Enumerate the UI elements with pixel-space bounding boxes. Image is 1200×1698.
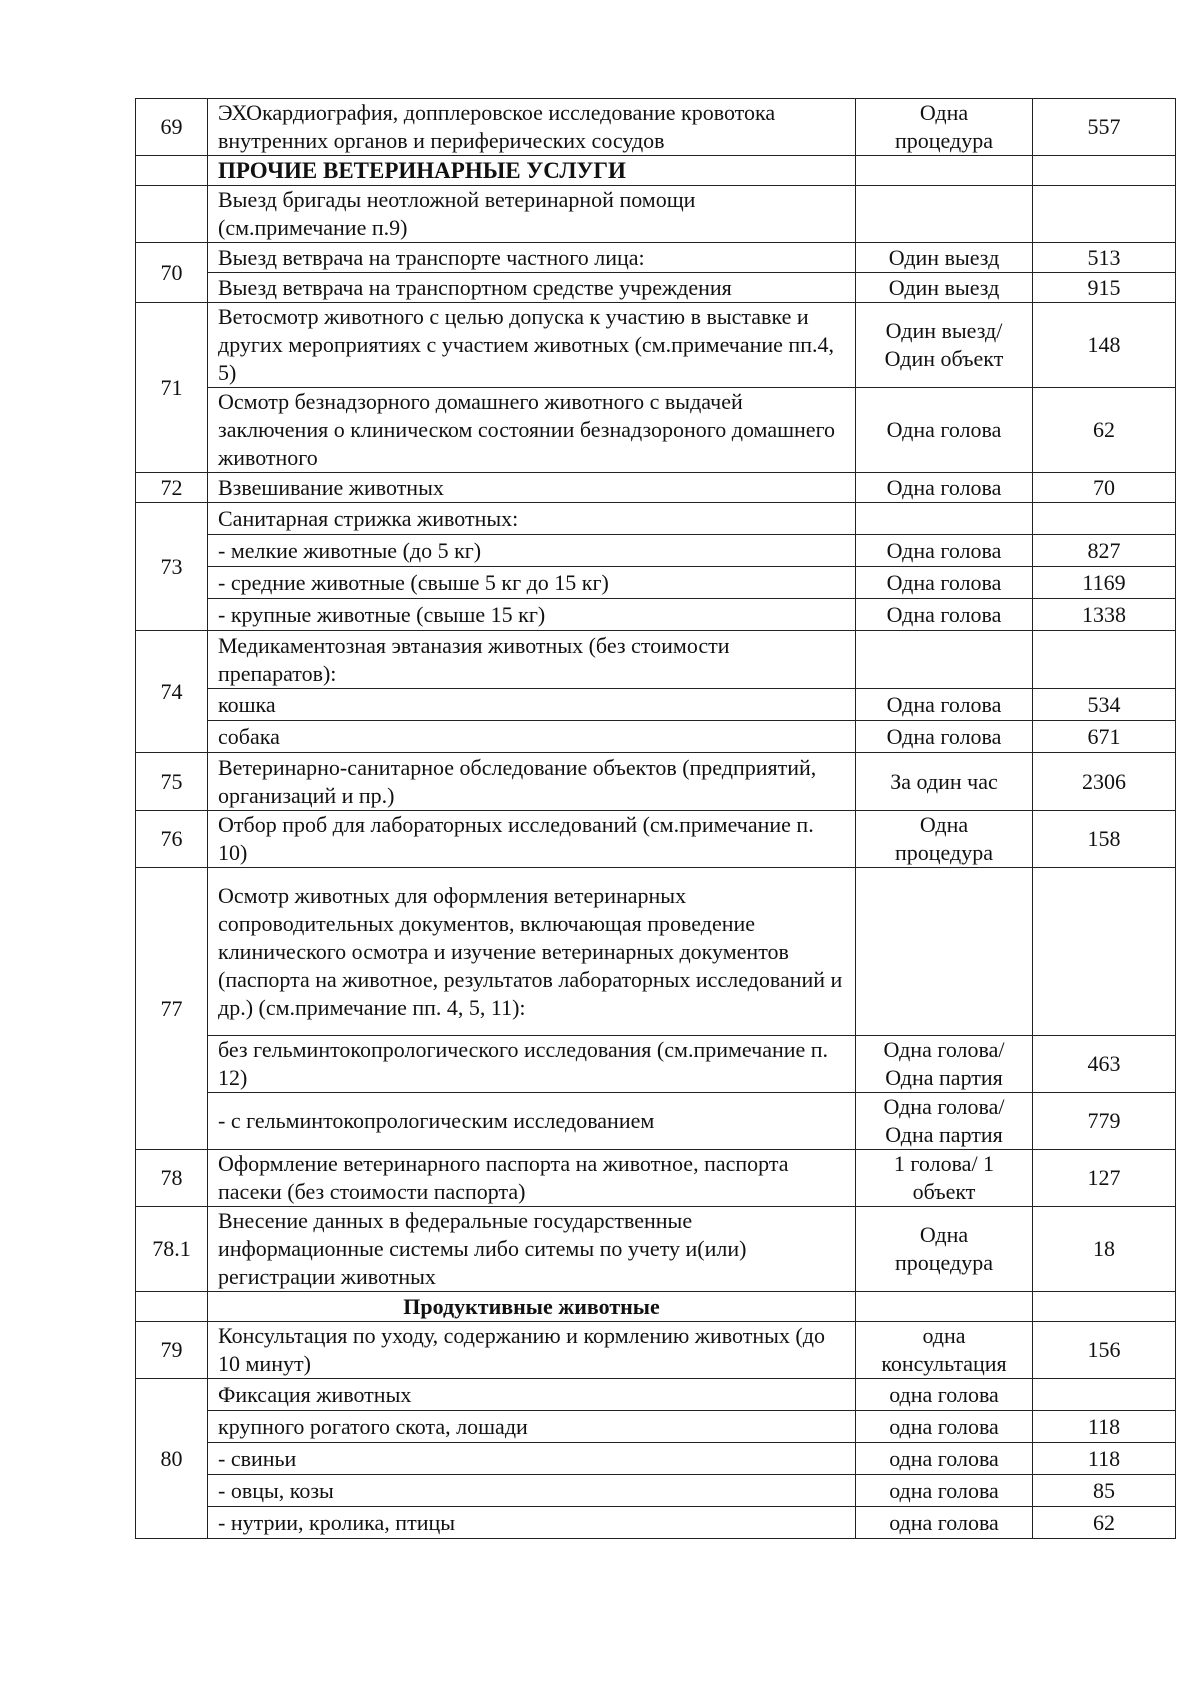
unit-of-measure (856, 1150, 1033, 1207)
service-description: - с гельминтокопрологическим исследованием (208, 1093, 856, 1150)
table-row (136, 1411, 1176, 1443)
service-description: Санитарная стрижка животных: (208, 503, 856, 535)
price: 1169 (1033, 567, 1176, 599)
table-row (136, 99, 1176, 156)
service-description: - средние животные (свыше 5 кг до 15 кг) (208, 567, 856, 599)
service-description: Ветеринарно-санитарное обследование объектов (предприятий, организаций и пр.) (208, 753, 856, 811)
unit-of-measure: Одна голова (856, 689, 1033, 721)
table-row (136, 868, 1176, 1036)
price: 513 (1033, 243, 1176, 273)
price: 827 (1033, 535, 1176, 567)
row-number: 71 (136, 303, 208, 473)
price: 534 (1033, 689, 1176, 721)
row-number: 78 (136, 1150, 208, 1207)
service-description: ЭХОкардиография, допплеровское исследование кровотока внутренних органов и периферических сосудов (208, 99, 856, 156)
service-description: Оформление ветеринарного паспорта на животное, паспорта пасеки (без стоимости паспорта) (208, 1150, 856, 1207)
unit-line: одна (922, 1323, 966, 1348)
price: 148 (1033, 303, 1176, 388)
unit-of-measure: Одна голова (856, 567, 1033, 599)
service-description: Отбор проб для лабораторных исследований (см.примечание п. 10) (208, 811, 856, 868)
table-row (136, 631, 1176, 689)
unit-of-measure: За один час (856, 753, 1033, 811)
unit-of-measure (856, 303, 1033, 388)
table-row (136, 388, 1176, 473)
service-description: - нутрии, кролика, птицы (208, 1507, 856, 1539)
price: 915 (1033, 273, 1176, 303)
price: 118 (1033, 1443, 1176, 1475)
service-description: Медикаментозная эвтаназия животных (без стоимости препаратов): (208, 631, 856, 689)
row-number: 78.1 (136, 1207, 208, 1292)
service-description: без гельминтокопрологического исследования (см.примечание п. 12) (208, 1036, 856, 1093)
unit-line: консультация (881, 1351, 1007, 1376)
unit-line: 1 голова/ 1 (893, 1151, 995, 1176)
service-description: Внесение данных в федеральные государственные информационные системы либо ситемы по учету и(или) регистрации животных (208, 1207, 856, 1292)
service-description: Выезд бригады неотложной ветеринарной помощи (см.примечание п.9) (208, 186, 856, 243)
table-row (136, 1207, 1176, 1292)
unit-line: процедура (895, 128, 993, 153)
table-row (136, 721, 1176, 753)
row-number: 79 (136, 1322, 208, 1379)
service-description: Консультация по уходу, содержанию и кормлению животных (до 10 минут) (208, 1322, 856, 1379)
unit-of-measure: Одна голова (856, 721, 1033, 753)
service-description: Осмотр животных для оформления ветеринарных сопроводительных документов, включающая проведение клинического осмотра и изучение ветеринарных документов (паспорта на животное, результатов лабораторных исследований и др.) (см.примечание пп. 4, 5, 11): (208, 868, 856, 1036)
unit-line: Одна партия (885, 1065, 1003, 1090)
service-description: Фиксация животных (208, 1379, 856, 1411)
price: 62 (1033, 388, 1176, 473)
unit-line: Одна (919, 812, 969, 837)
price-table (135, 98, 1176, 1539)
price: 85 (1033, 1475, 1176, 1507)
service-description: Взвешивание животных (208, 473, 856, 503)
service-description: Выезд ветврача на транспорте частного лица: (208, 243, 856, 273)
row-number: 72 (136, 473, 208, 503)
unit-of-measure: Одна голова (856, 535, 1033, 567)
price: 127 (1033, 1150, 1176, 1207)
unit-of-measure (856, 811, 1033, 868)
unit-of-measure (856, 99, 1033, 156)
unit-of-measure: одна голова (856, 1411, 1033, 1443)
unit-line: Один объект (884, 346, 1004, 371)
service-description: Ветосмотр животного с целью допуска к участию в выставке и других мероприятиях с участием животных (см.примечание пп.4, 5) (208, 303, 856, 388)
unit-of-measure: Одна голова (856, 599, 1033, 631)
table-row (136, 273, 1176, 303)
price: 156 (1033, 1322, 1176, 1379)
table-row (136, 1150, 1176, 1207)
table-row (136, 689, 1176, 721)
unit-of-measure: Один выезд (856, 273, 1033, 303)
service-description: - овцы, козы (208, 1475, 856, 1507)
unit-line: процедура (895, 1250, 993, 1275)
service-description: Выезд ветврача на транспортном средстве учреждения (208, 273, 856, 303)
unit-of-measure (856, 1207, 1033, 1292)
table-row (136, 1093, 1176, 1150)
row-number: 75 (136, 753, 208, 811)
table-row (136, 535, 1176, 567)
row-number: 80 (136, 1379, 208, 1539)
table-row (136, 1322, 1176, 1379)
table-row (136, 503, 1176, 535)
service-description: - крупные животные (свыше 15 кг) (208, 599, 856, 631)
unit-line: Одна (919, 100, 969, 125)
price: 70 (1033, 473, 1176, 503)
unit-of-measure (856, 1093, 1033, 1150)
row-number: 74 (136, 631, 208, 753)
unit-of-measure (856, 1036, 1033, 1093)
service-description: Осмотр безнадзорного домашнего животного с выдачей заключения о клиническом состоянии безнадзороного домашнего животного (208, 388, 856, 473)
service-description: - свиньи (208, 1443, 856, 1475)
row-number: 70 (136, 243, 208, 303)
unit-of-measure: Один выезд (856, 243, 1033, 273)
price: 779 (1033, 1093, 1176, 1150)
service-description: кошка (208, 689, 856, 721)
price: 62 (1033, 1507, 1176, 1539)
table-row (136, 1507, 1176, 1539)
unit-of-measure (856, 1322, 1033, 1379)
service-description: крупного рогатого скота, лошади (208, 1411, 856, 1443)
price: 463 (1033, 1036, 1176, 1093)
row-number: 69 (136, 99, 208, 156)
unit-line: Одна (919, 1222, 969, 1247)
table-row (136, 303, 1176, 388)
price: 557 (1033, 99, 1176, 156)
service-description: собака (208, 721, 856, 753)
price: 18 (1033, 1207, 1176, 1292)
table-row (136, 1443, 1176, 1475)
price: 671 (1033, 721, 1176, 753)
table-row (136, 599, 1176, 631)
unit-line: объект (912, 1179, 976, 1204)
table-row (136, 811, 1176, 868)
table-row (136, 1475, 1176, 1507)
unit-of-measure: одна голова (856, 1475, 1033, 1507)
unit-line: Одна голова/ (883, 1094, 1005, 1119)
service-description: - мелкие животные (до 5 кг) (208, 535, 856, 567)
unit-of-measure: Одна голова (856, 473, 1033, 503)
row-number: 76 (136, 811, 208, 868)
unit-of-measure: одна голова (856, 1507, 1033, 1539)
table-row (136, 567, 1176, 599)
unit-line: Одна голова/ (883, 1037, 1005, 1062)
section-row (136, 1292, 1176, 1322)
price: 2306 (1033, 753, 1176, 811)
price: 118 (1033, 1411, 1176, 1443)
unit-line: процедура (895, 840, 993, 865)
unit-of-measure: одна голова (856, 1379, 1033, 1411)
table-row (136, 753, 1176, 811)
price: 158 (1033, 811, 1176, 868)
section-heading: Продуктивные животные (208, 1292, 856, 1322)
unit-of-measure: Одна голова (856, 388, 1033, 473)
table-row (136, 1036, 1176, 1093)
unit-line: Один выезд/ (885, 318, 1003, 343)
row-number: 73 (136, 503, 208, 631)
table-row (136, 243, 1176, 273)
table-row (136, 1379, 1176, 1411)
section-heading: ПРОЧИЕ ВЕТЕРИНАРНЫЕ УСЛУГИ (208, 156, 856, 186)
table-row (136, 473, 1176, 503)
section-row (136, 156, 1176, 186)
table-row (136, 186, 1176, 243)
row-number: 77 (136, 868, 208, 1150)
unit-line: Одна партия (885, 1122, 1003, 1147)
price: 1338 (1033, 599, 1176, 631)
unit-of-measure: одна голова (856, 1443, 1033, 1475)
